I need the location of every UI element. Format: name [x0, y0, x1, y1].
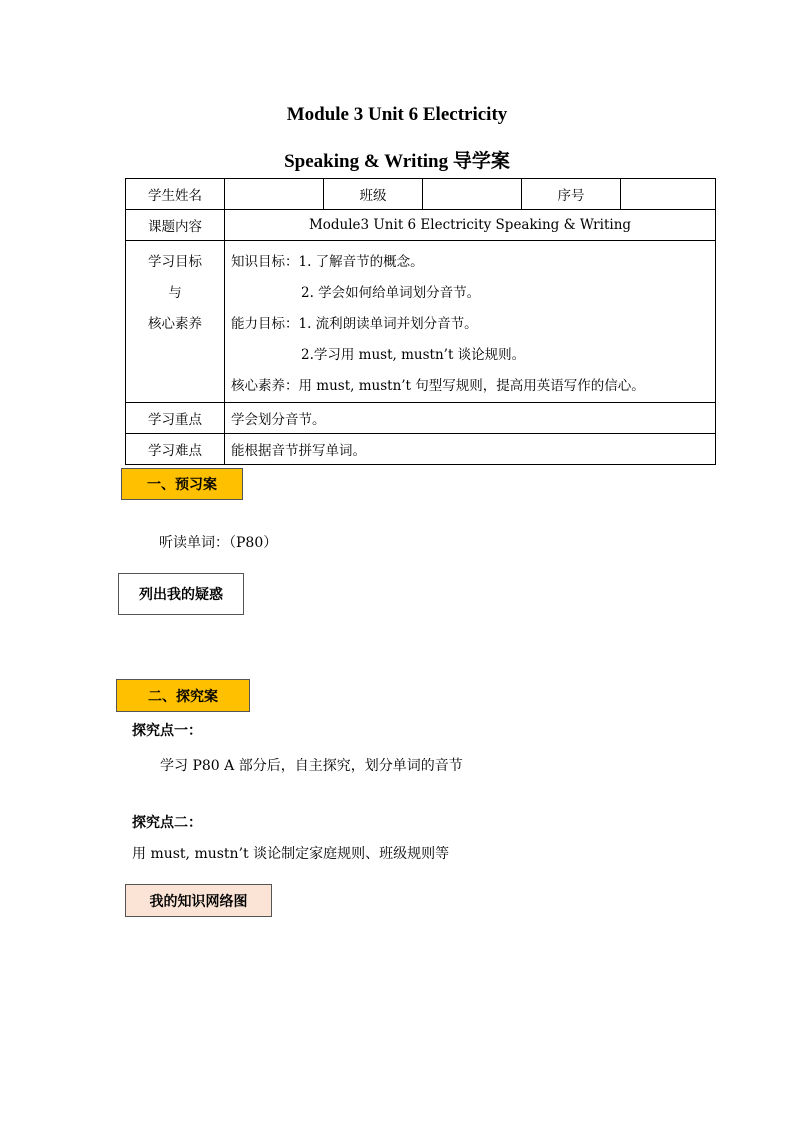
topic-value: Module3 Unit 6 Electricity Speaking & Writing	[225, 210, 716, 241]
student-name-cell[interactable]	[225, 179, 324, 210]
explore-point-2-text: 用 must, mustn’t 谈论制定家庭规则、班级规则等	[132, 846, 450, 862]
table-row	[126, 434, 716, 465]
key-label: 学习重点	[126, 403, 225, 434]
explore-point-1-title: 探究点一：	[132, 723, 202, 739]
class-cell[interactable]	[423, 179, 522, 210]
table-row	[126, 210, 716, 241]
student-name-label: 学生姓名	[126, 179, 225, 210]
goals-content	[225, 241, 716, 403]
table-row	[126, 179, 716, 210]
knowledge-map-box[interactable]: 我的知识网络图	[125, 884, 272, 917]
goal-line: 知识目标：1. 了解音节的概念。	[231, 254, 424, 270]
goal-line: 能力目标：1. 流利朗读单词并划分音节。	[231, 316, 478, 332]
goals-label-line2: 与	[168, 285, 182, 301]
section-preview-heading: 一、预习案	[121, 468, 243, 500]
table-row	[126, 403, 716, 434]
difficulty-value: 能根据音节拼写单词。	[225, 434, 716, 465]
doc-title-line1: Module 3 Unit 6 Electricity	[286, 104, 508, 125]
doubts-box[interactable]: 列出我的疑惑	[118, 573, 244, 615]
section-explore-heading: 二、探究案	[116, 679, 250, 712]
class-label: 班级	[324, 179, 423, 210]
table-row	[126, 241, 716, 403]
topic-label: 课题内容	[126, 210, 225, 241]
goals-label-line1: 学习目标	[148, 254, 202, 270]
explore-point-1-text: 学习 P80 A 部分后，自主探究，划分单词的音节	[160, 758, 463, 774]
seat-cell[interactable]	[621, 179, 716, 210]
goal-line: 2.学习用 must, mustn’t 谈论规则。	[301, 347, 526, 363]
key-value: 学会划分音节。	[225, 403, 716, 434]
seat-label: 序号	[522, 179, 621, 210]
goals-label	[126, 241, 225, 403]
listen-words-text: 听读单词：（P80）	[159, 535, 278, 551]
doc-title-line2: Speaking & Writing 导学案	[284, 151, 510, 172]
goal-line: 2. 学会如何给单词划分音节。	[301, 285, 481, 301]
goals-label-line3: 核心素养	[148, 316, 202, 332]
explore-point-2-title: 探究点二：	[132, 815, 202, 831]
info-table	[125, 178, 716, 465]
difficulty-label: 学习难点	[126, 434, 225, 465]
goal-line: 核心素养：用 must, mustn’t 句型写规则，提高用英语写作的信心。	[231, 378, 645, 394]
